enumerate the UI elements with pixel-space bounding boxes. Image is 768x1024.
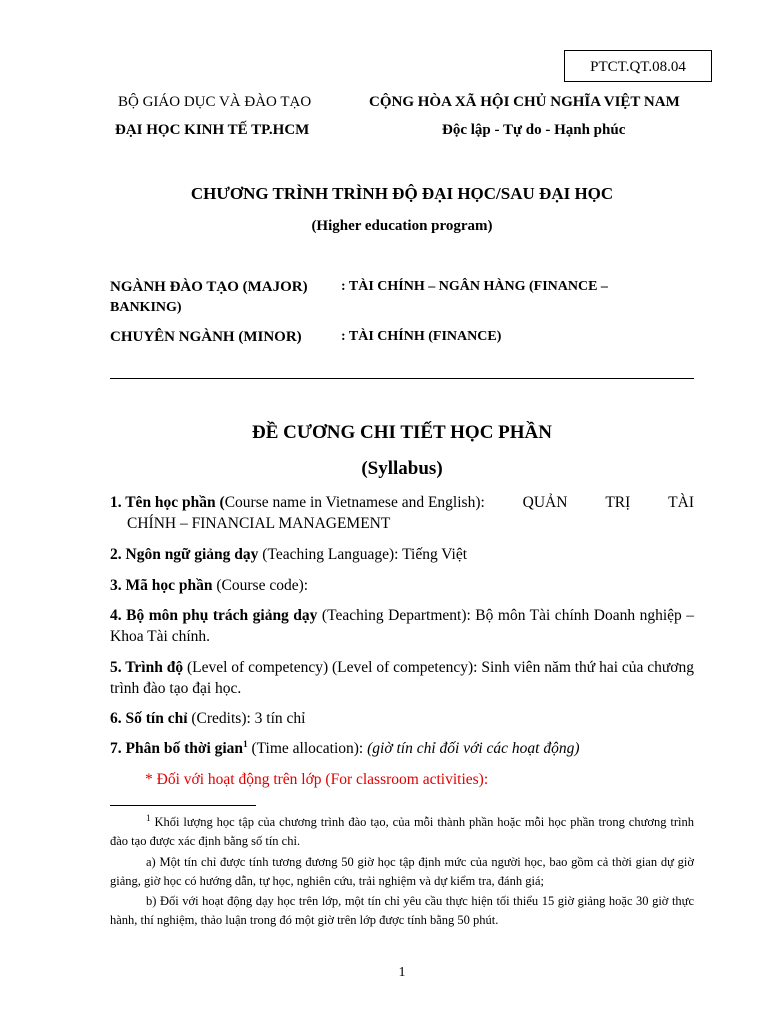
item-credits-label: 6. Số tín chỉ <box>110 710 188 727</box>
item-credits <box>110 708 694 729</box>
item-time-allocation-value: (Time allocation): <box>247 740 368 757</box>
minor-value: : TÀI CHÍNH (FINANCE) <box>341 329 502 344</box>
course-name-word-2: TRỊ <box>605 494 631 511</box>
syllabus-subtitle: (Syllabus) <box>361 458 443 479</box>
footnote-item-b: b) Đối với hoạt động dạy học trên lớp, một tín chỉ yêu cầu thực hiện tối thiểu 15 giờ giảng hoặc 30 giờ thực hành, thí nghiệm, thảo luận trong đó một giờ trên lớp được tính bằng 50 phút. <box>110 894 694 927</box>
major-label: NGÀNH ĐÀO TẠO (MAJOR) <box>110 279 308 295</box>
item-time-allocation-label: 7. Phân bố thời gian <box>110 740 244 757</box>
syllabus-title: ĐỀ CƯƠNG CHI TIẾT HỌC PHẦN <box>252 422 552 443</box>
document-code: PTCT.QT.08.04 <box>564 50 712 82</box>
course-name-word-3: TÀI <box>668 494 694 511</box>
item-level-label: 5. Trình độ <box>110 659 184 676</box>
item-course-name-en: Course name in Vietnamese and English): <box>224 494 485 511</box>
item-course-code-value: (Course code): <box>212 577 309 594</box>
item-teaching-language-label: 2. Ngôn ngữ giảng dạy <box>110 546 259 563</box>
footnote-number: 1 <box>146 812 151 823</box>
classroom-activities-heading: * Đối với hoạt động trên lớp (For classroom activities): <box>145 771 489 788</box>
item-course-code <box>110 575 694 596</box>
item-time-allocation <box>110 738 694 759</box>
major-value-cont: BANKING) <box>110 300 182 315</box>
item-credits-value: (Credits): 3 tín chỉ <box>187 710 306 727</box>
item-level <box>110 657 694 699</box>
program-subtitle: (Higher education program) <box>311 218 493 234</box>
ministry-name: BỘ GIÁO DỤC VÀ ĐÀO TẠO <box>118 94 312 110</box>
program-title: CHƯƠNG TRÌNH TRÌNH ĐỘ ĐẠI HỌC/SAU ĐẠI HỌC <box>190 184 614 203</box>
item-course-code-label: 3. Mã học phần <box>110 577 213 594</box>
footnote-separator <box>110 805 256 806</box>
item-teaching-language <box>110 544 694 565</box>
country-name: CỘNG HÒA XÃ HỘI CHỦ NGHĨA VIỆT NAM <box>369 94 680 110</box>
footnote-item-a: a) Một tín chỉ được tính tương đương 50 giờ học tập định mức của người học, bao gồm cả thời gian dự giờ giảng, giờ học có hướng dẫn, tự học, nghiên cứu, trải nghiệm và dự kiểm tra, đánh giá; <box>110 855 694 888</box>
minor-label: CHUYÊN NGÀNH (MINOR) <box>110 329 302 345</box>
course-name-value: CHÍNH – FINANCIAL MANAGEMENT <box>127 515 391 532</box>
page-number: 1 <box>398 965 406 980</box>
item-course-name <box>110 492 694 513</box>
item-teaching-language-value: (Teaching Language): Tiếng Việt <box>258 546 468 563</box>
item-department-label: 4. Bộ môn phụ trách giảng dạy <box>110 607 318 624</box>
footnote-ref[interactable]: 1 <box>243 738 248 749</box>
item-course-name-label: 1. Tên học phần ( <box>110 494 225 511</box>
item-level-value: (Level of competency) (Level of competency): Sinh viên năm thứ hai của chương trình đào tạo đại học. <box>110 659 695 697</box>
item-department-value: (Teaching Department): Bộ môn Tài chính Doanh nghiệp – Khoa Tài chính. <box>110 607 694 645</box>
course-name-word-1: QUẢN <box>522 494 568 511</box>
major-value: : TÀI CHÍNH – NGÂN HÀNG (FINANCE – <box>341 279 608 294</box>
item-time-allocation-note: (giờ tín chỉ đối với các hoạt động) <box>367 740 580 757</box>
university-name: ĐẠI HỌC KINH TẾ TP.HCM <box>115 122 310 138</box>
item-department <box>110 605 694 647</box>
footnote-1 <box>110 813 694 851</box>
section-divider <box>110 378 694 379</box>
footnote-text: Khối lượng học tập của chương trình đào tạo, của mỗi thành phần hoặc mỗi học phần trong chương trình đào tạo được xác định bằng số tín chỉ. <box>110 815 694 848</box>
national-motto: Độc lập - Tự do - Hạnh phúc <box>442 122 626 138</box>
